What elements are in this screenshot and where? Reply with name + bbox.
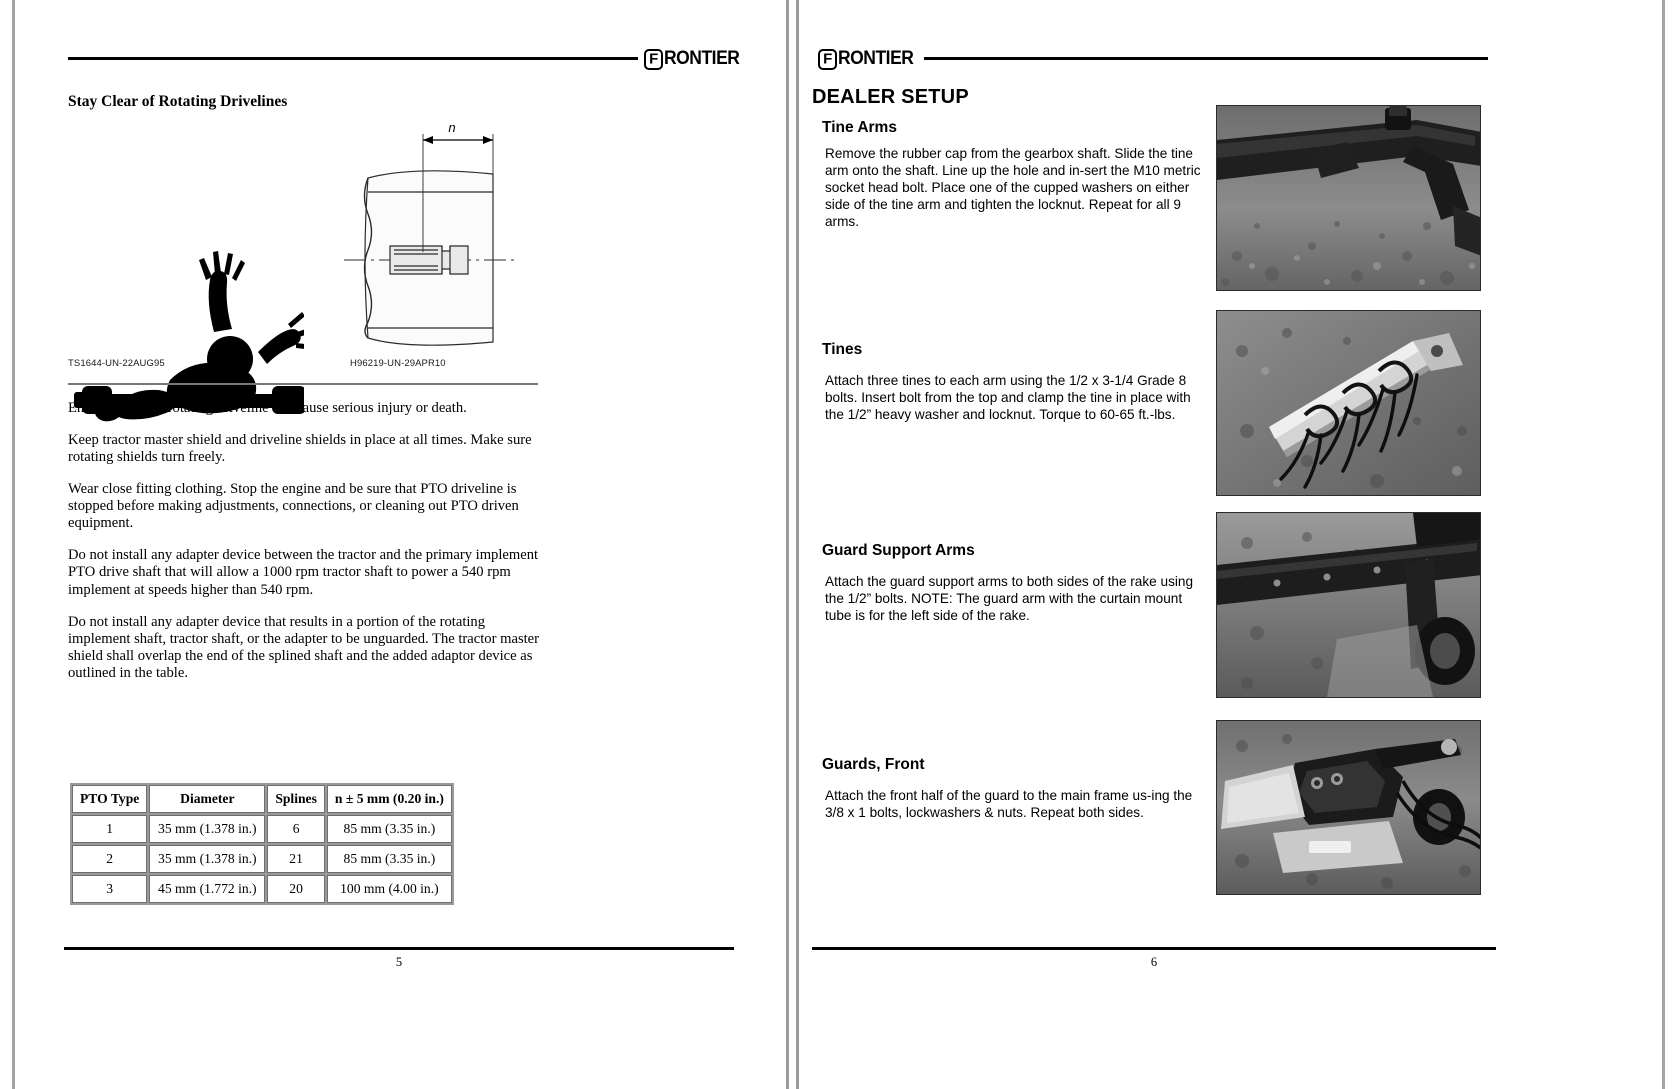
- section-heading-rotating-drivelines: Stay Clear of Rotating Drivelines: [68, 93, 288, 110]
- cell-type: 2: [72, 845, 147, 873]
- guard-support-arms-photo: [1216, 512, 1481, 698]
- page-right-edge-shadow: [1662, 0, 1665, 1089]
- safety-paragraph-5: Do not install any adapter device that results in a portion of the rotating implement shaft, tractor shaft, or the adapter to be unguarded. The tractor master shield shall overlap the end of the splined shaft and the added adaptor device as outlined in the table.: [68, 613, 540, 681]
- front-guards-photo: [1216, 720, 1481, 895]
- figure-caption-ts1644: TS1644-UN-22AUG95: [68, 358, 165, 369]
- page-right: [804, 0, 1679, 1089]
- frontier-logo-right: [818, 48, 920, 70]
- section-heading-guards-front: Guards, Front: [822, 756, 925, 773]
- th-diameter: Diameter: [149, 785, 265, 813]
- safety-paragraph-4: Do not install any adapter device between the tractor and the primary implement PTO drive shaft that will allow a 1000 rpm tractor shaft to power a 540 rpm implement at speeds higher than 540 rpm.: [68, 547, 539, 598]
- footer-rule-left: [64, 947, 734, 950]
- figure-row: [68, 120, 538, 370]
- safety-paragraph-3: Wear close fitting clothing. Stop the engine and be sure that PTO driveline is stopped before making adjustments, connections, or cleaning out PTO driven equipment.: [68, 481, 519, 532]
- cell-splines: 21: [267, 845, 325, 873]
- pto-shaft-diagram-icon: [328, 120, 528, 370]
- cell-type: 1: [72, 815, 147, 843]
- th-pto-type: PTO Type: [72, 785, 147, 813]
- safety-paragraph-2: Keep tractor master shield and driveline shields in place at all times. Make sure rotating shields turn freely.: [68, 432, 532, 466]
- footer-rule-right: [812, 947, 1496, 950]
- page-title-dealer-setup: DEALER SETUP: [812, 86, 969, 108]
- header-rule-left: [68, 57, 638, 60]
- frontier-logo-left: [644, 48, 746, 70]
- cell-splines: 6: [267, 815, 325, 843]
- table-header-row: [72, 785, 452, 813]
- dimension-label-n: n: [448, 120, 456, 135]
- th-n-tolerance: n ± 5 mm (0.20 in.): [327, 785, 452, 813]
- th-splines: Splines: [267, 785, 325, 813]
- page-left-edge-shadow: [12, 0, 15, 1089]
- section-heading-guard-support-arms: Guard Support Arms: [822, 542, 975, 559]
- cell-diameter: 35 mm (1.378 in.): [149, 815, 265, 843]
- cell-n: 85 mm (3.35 in.): [327, 815, 452, 843]
- frontier-f-mark-icon: F: [818, 49, 837, 70]
- table-row: [72, 845, 452, 873]
- page-left: [0, 0, 782, 1089]
- pto-specification-table: [70, 783, 454, 905]
- cell-diameter: 35 mm (1.378 in.): [149, 845, 265, 873]
- figure-caption-h96219: H96219-UN-29APR10: [350, 358, 446, 369]
- page-number-left: 5: [395, 955, 403, 969]
- figure-separator-rule: [68, 383, 538, 385]
- section-heading-tines: Tines: [822, 341, 863, 358]
- table-row: [72, 815, 452, 843]
- frontier-f-mark-icon: F: [644, 49, 663, 70]
- safety-paragraph-1: Entanglement in rotating driveline can cause serious injury or death.: [68, 400, 467, 416]
- safety-body-text: [68, 400, 540, 697]
- section-body-tine-arms: Remove the rubber cap from the gearbox shaft. Slide the tine arm onto the shaft. Line up the hole and in-sert the M10 metric socket head bolt. Place one of the cupped washers on either side of the tine arm and tighten the locknut. Repeat for all 9 arms.: [825, 146, 1201, 229]
- cell-n: 100 mm (4.00 in.): [327, 875, 452, 903]
- page-number-right: 6: [1150, 955, 1158, 969]
- tine-arm-photo: [1216, 105, 1481, 291]
- frontier-wordmark: RONTIER: [664, 48, 740, 69]
- section-body-tines: Attach three tines to each arm using the 1/2 x 3-1/4 Grade 8 bolts. Insert bolt from the top and clamp the tine in place with the 1/2” heavy washer and locknut. Torque to 60-65 ft.-lbs.: [825, 373, 1191, 422]
- header-rule-right: [924, 57, 1488, 60]
- entanglement-pictogram-icon: [74, 202, 304, 432]
- table-row: [72, 875, 452, 903]
- tines-photo: [1216, 310, 1481, 496]
- cell-diameter: 45 mm (1.772 in.): [149, 875, 265, 903]
- section-heading-tine-arms: Tine Arms: [822, 119, 897, 136]
- section-body-guards-front: Attach the front half of the guard to the main frame us-ing the 3/8 x 1 bolts, lockwashers & nuts. Repeat both sides.: [825, 788, 1193, 820]
- section-body-guard-support-arms: Attach the guard support arms to both sides of the rake using the 1/2” bolts. NOTE: The guard arm with the curtain mount tube is for the left side of the rake.: [825, 574, 1194, 623]
- cell-splines: 20: [267, 875, 325, 903]
- frontier-wordmark: RONTIER: [838, 48, 914, 69]
- book-gutter: [782, 0, 804, 1089]
- cell-type: 3: [72, 875, 147, 903]
- cell-n: 85 mm (3.35 in.): [327, 845, 452, 873]
